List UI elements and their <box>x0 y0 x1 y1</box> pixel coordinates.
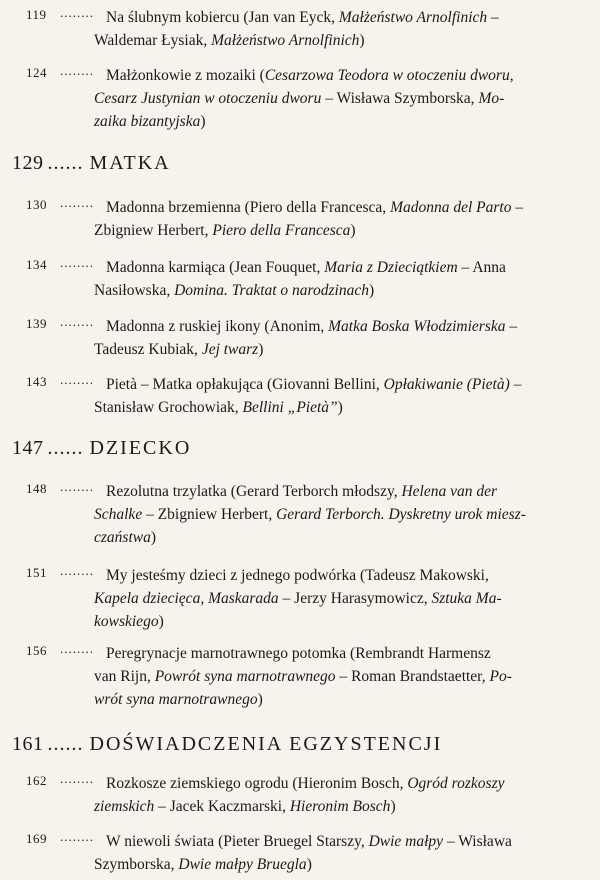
text-segment: Waldemar Łysiak, <box>94 32 212 49</box>
italic-title: Dwie małpy <box>368 833 444 850</box>
entry-text <box>94 196 582 242</box>
text-segment: Na ślubnym kobiercu (Jan van Eyck, <box>106 9 339 26</box>
text-segment: – Wisława <box>443 833 512 850</box>
text-segment: ) <box>258 341 264 358</box>
text-segment: Nasiłowska, <box>94 282 175 299</box>
text-segment: W niewoli świata (Pieter Bruegel Starszy, <box>106 833 369 850</box>
italic-title: Bellini „Pietà” <box>242 399 338 416</box>
italic-title: wrót syna marnotrawnego <box>94 691 258 708</box>
italic-title: Kapela dziecięca, Maskarada <box>94 590 279 607</box>
text-segment: Madonna brzemienna (Piero della Francesca, <box>106 199 391 216</box>
entry-line <box>106 6 582 29</box>
leader-dots: ........ <box>60 372 94 387</box>
text-segment: – <box>511 199 524 216</box>
section-heading <box>12 152 592 175</box>
italic-title: Cesarz Justynian w otoczeniu dworu <box>94 90 322 107</box>
italic-title: Powrót syna marnotrawnego <box>154 668 336 685</box>
italic-title: Małżeństwo Arnolfinich <box>211 32 360 49</box>
entry-line <box>94 688 582 711</box>
leader-dots: ........ <box>60 479 94 494</box>
text-segment: – Jacek Kaczmarski, <box>154 798 290 815</box>
entry-text <box>94 6 582 52</box>
entry-line <box>94 610 582 633</box>
italic-title: zaika bizantyjska <box>94 113 201 130</box>
entry-line <box>94 87 582 110</box>
entry-line <box>106 564 582 587</box>
leader-dots: ........ <box>60 5 94 20</box>
entry-line <box>106 315 582 338</box>
entry-line <box>94 396 582 419</box>
page-number: 162 <box>26 773 47 788</box>
text-segment: Zbigniew Herbert, <box>94 222 213 239</box>
italic-title: Po- <box>489 668 512 685</box>
leader-dots: ........ <box>60 829 94 844</box>
text-segment: – Wisława Szymborska, <box>321 90 479 107</box>
section-page-number: 161 <box>12 733 44 755</box>
text-segment: – <box>509 376 522 393</box>
entry-text <box>94 564 582 633</box>
text-segment: Madonna karmiąca (Jean Fouquet, <box>106 259 325 276</box>
entry-line <box>94 503 582 526</box>
entry-line <box>106 480 582 503</box>
entry-line <box>94 338 582 361</box>
italic-title: Opłakiwanie (Pietà) <box>383 376 510 393</box>
entry-text <box>94 315 582 361</box>
text-segment: Szymborska, <box>94 856 179 873</box>
leader-dots: ...... <box>47 733 84 755</box>
entry-line <box>94 795 582 818</box>
entry-line <box>106 772 582 795</box>
section-heading <box>12 437 592 460</box>
entry-line <box>94 526 582 549</box>
text-segment: Madonna z ruskiej ikony (Anonim, <box>106 318 329 335</box>
italic-title: Małżeństwo Arnolfinich <box>338 9 488 26</box>
text-segment: – <box>487 9 499 26</box>
entry-text <box>94 373 582 419</box>
section-title: DOŚWIADCZENIA EGZYSTENCJI <box>89 733 443 755</box>
italic-title: ziemskich <box>94 798 155 815</box>
text-segment: – Jerzy Harasymowicz, <box>278 590 432 607</box>
entry-text <box>94 642 582 711</box>
text-segment: ) <box>359 32 365 49</box>
section-title: DZIECKO <box>89 437 192 459</box>
text-segment: – <box>505 318 518 335</box>
leader-dots: ...... <box>47 152 84 174</box>
text-segment: Rezolutna trzylatka (Gerard Terborch młodszy, <box>106 483 402 500</box>
entry-line <box>106 64 582 87</box>
italic-title: Mo- <box>478 90 505 107</box>
entry-line <box>106 642 582 665</box>
text-segment: Stanisław Grochowiak, <box>94 399 243 416</box>
text-segment: ) <box>306 856 312 873</box>
entry-line <box>94 279 582 302</box>
italic-title: Cesarzowa Teodora w otoczeniu dworu <box>264 67 510 84</box>
text-segment: , <box>509 67 514 84</box>
text-segment: ) <box>337 399 343 416</box>
page-number: 124 <box>26 65 47 80</box>
text-segment: ) <box>369 282 375 299</box>
text-segment: Małżonkowie z mozaiki ( <box>106 67 265 84</box>
italic-title: Helena van der <box>401 483 498 500</box>
leader-dots: ........ <box>60 195 94 210</box>
entry-line <box>106 256 582 279</box>
text-segment: Pietà – Matka opłakująca (Giovanni Bellini, <box>106 376 384 393</box>
entry-text <box>94 480 582 549</box>
text-segment: My jesteśmy dzieci z jednego podwórka (Tadeusz Makowski, <box>106 567 489 584</box>
entry-line <box>94 587 582 610</box>
italic-title: Hieronim Bosch <box>289 798 391 815</box>
italic-title: Domina. Traktat o narodzinach <box>174 282 369 299</box>
entry-line <box>94 29 582 52</box>
entry-line <box>94 110 582 133</box>
leader-dots: ........ <box>60 641 94 656</box>
leader-dots: ........ <box>60 255 94 270</box>
italic-title: kowskiego <box>94 613 159 630</box>
entry-text <box>94 772 582 818</box>
text-segment: ) <box>200 113 206 130</box>
entry-text <box>94 830 582 876</box>
page-number: 169 <box>26 831 47 846</box>
text-segment: Peregrynacje marnotrawnego potomka (Rembrandt Harmensz <box>106 645 491 662</box>
text-segment: ) <box>150 529 157 546</box>
entry-line <box>106 373 582 396</box>
text-segment: – Anna <box>457 259 506 276</box>
page-number: 119 <box>26 7 47 22</box>
italic-title: Madonna del Parto <box>390 199 512 216</box>
entry-line <box>106 196 582 219</box>
italic-title: Dwie małpy Bruegla <box>178 856 307 873</box>
page-number: 156 <box>26 643 47 658</box>
section-page-number: 129 <box>12 152 44 174</box>
entry-text <box>94 256 582 302</box>
text-segment: – Zbigniew Herbert, <box>142 506 277 523</box>
italic-title: czaństwa <box>94 529 151 546</box>
entry-line <box>94 665 582 688</box>
italic-title: Gerard Terborch. Dyskretny urok miesz- <box>276 506 526 523</box>
text-segment: ) <box>158 613 164 630</box>
italic-title: Sztuka Ma- <box>431 590 502 607</box>
text-segment: Rozkosze ziemskiego ogrodu (Hieronim Bosch, <box>106 775 408 792</box>
section-title: MATKA <box>89 152 171 174</box>
leader-dots: ........ <box>60 771 94 786</box>
leader-dots: ........ <box>60 314 94 329</box>
entry-text <box>94 64 582 133</box>
italic-title: Schalke <box>94 506 143 523</box>
page-number: 151 <box>26 565 47 580</box>
section-heading <box>12 733 592 756</box>
italic-title: Matka Boska Włodzimierska <box>328 318 506 335</box>
section-page-number: 147 <box>12 437 44 459</box>
italic-title: Piero della Francesca <box>212 222 351 239</box>
entry-line <box>94 853 582 876</box>
text-segment: Tadeusz Kubiak, <box>94 341 202 358</box>
page-number: 139 <box>26 316 47 331</box>
text-segment: van Rijn, <box>94 668 155 685</box>
text-segment: ) <box>257 691 263 708</box>
text-segment: – Roman Brandstaetter, <box>335 668 490 685</box>
page-number: 130 <box>26 197 47 212</box>
leader-dots: ........ <box>60 563 94 578</box>
page-number: 143 <box>26 374 47 389</box>
leader-dots: ........ <box>60 63 94 78</box>
leader-dots: ...... <box>47 437 84 459</box>
text-segment: ) <box>350 222 356 239</box>
entry-line <box>94 219 582 242</box>
text-segment: ) <box>390 798 396 815</box>
italic-title: Jej twarz <box>201 341 259 358</box>
italic-title: Maria z Dzieciątkiem <box>324 259 458 276</box>
page-number: 134 <box>26 257 47 272</box>
page-number: 148 <box>26 481 47 496</box>
entry-line <box>106 830 582 853</box>
italic-title: Ogród rozkoszy <box>407 775 505 792</box>
